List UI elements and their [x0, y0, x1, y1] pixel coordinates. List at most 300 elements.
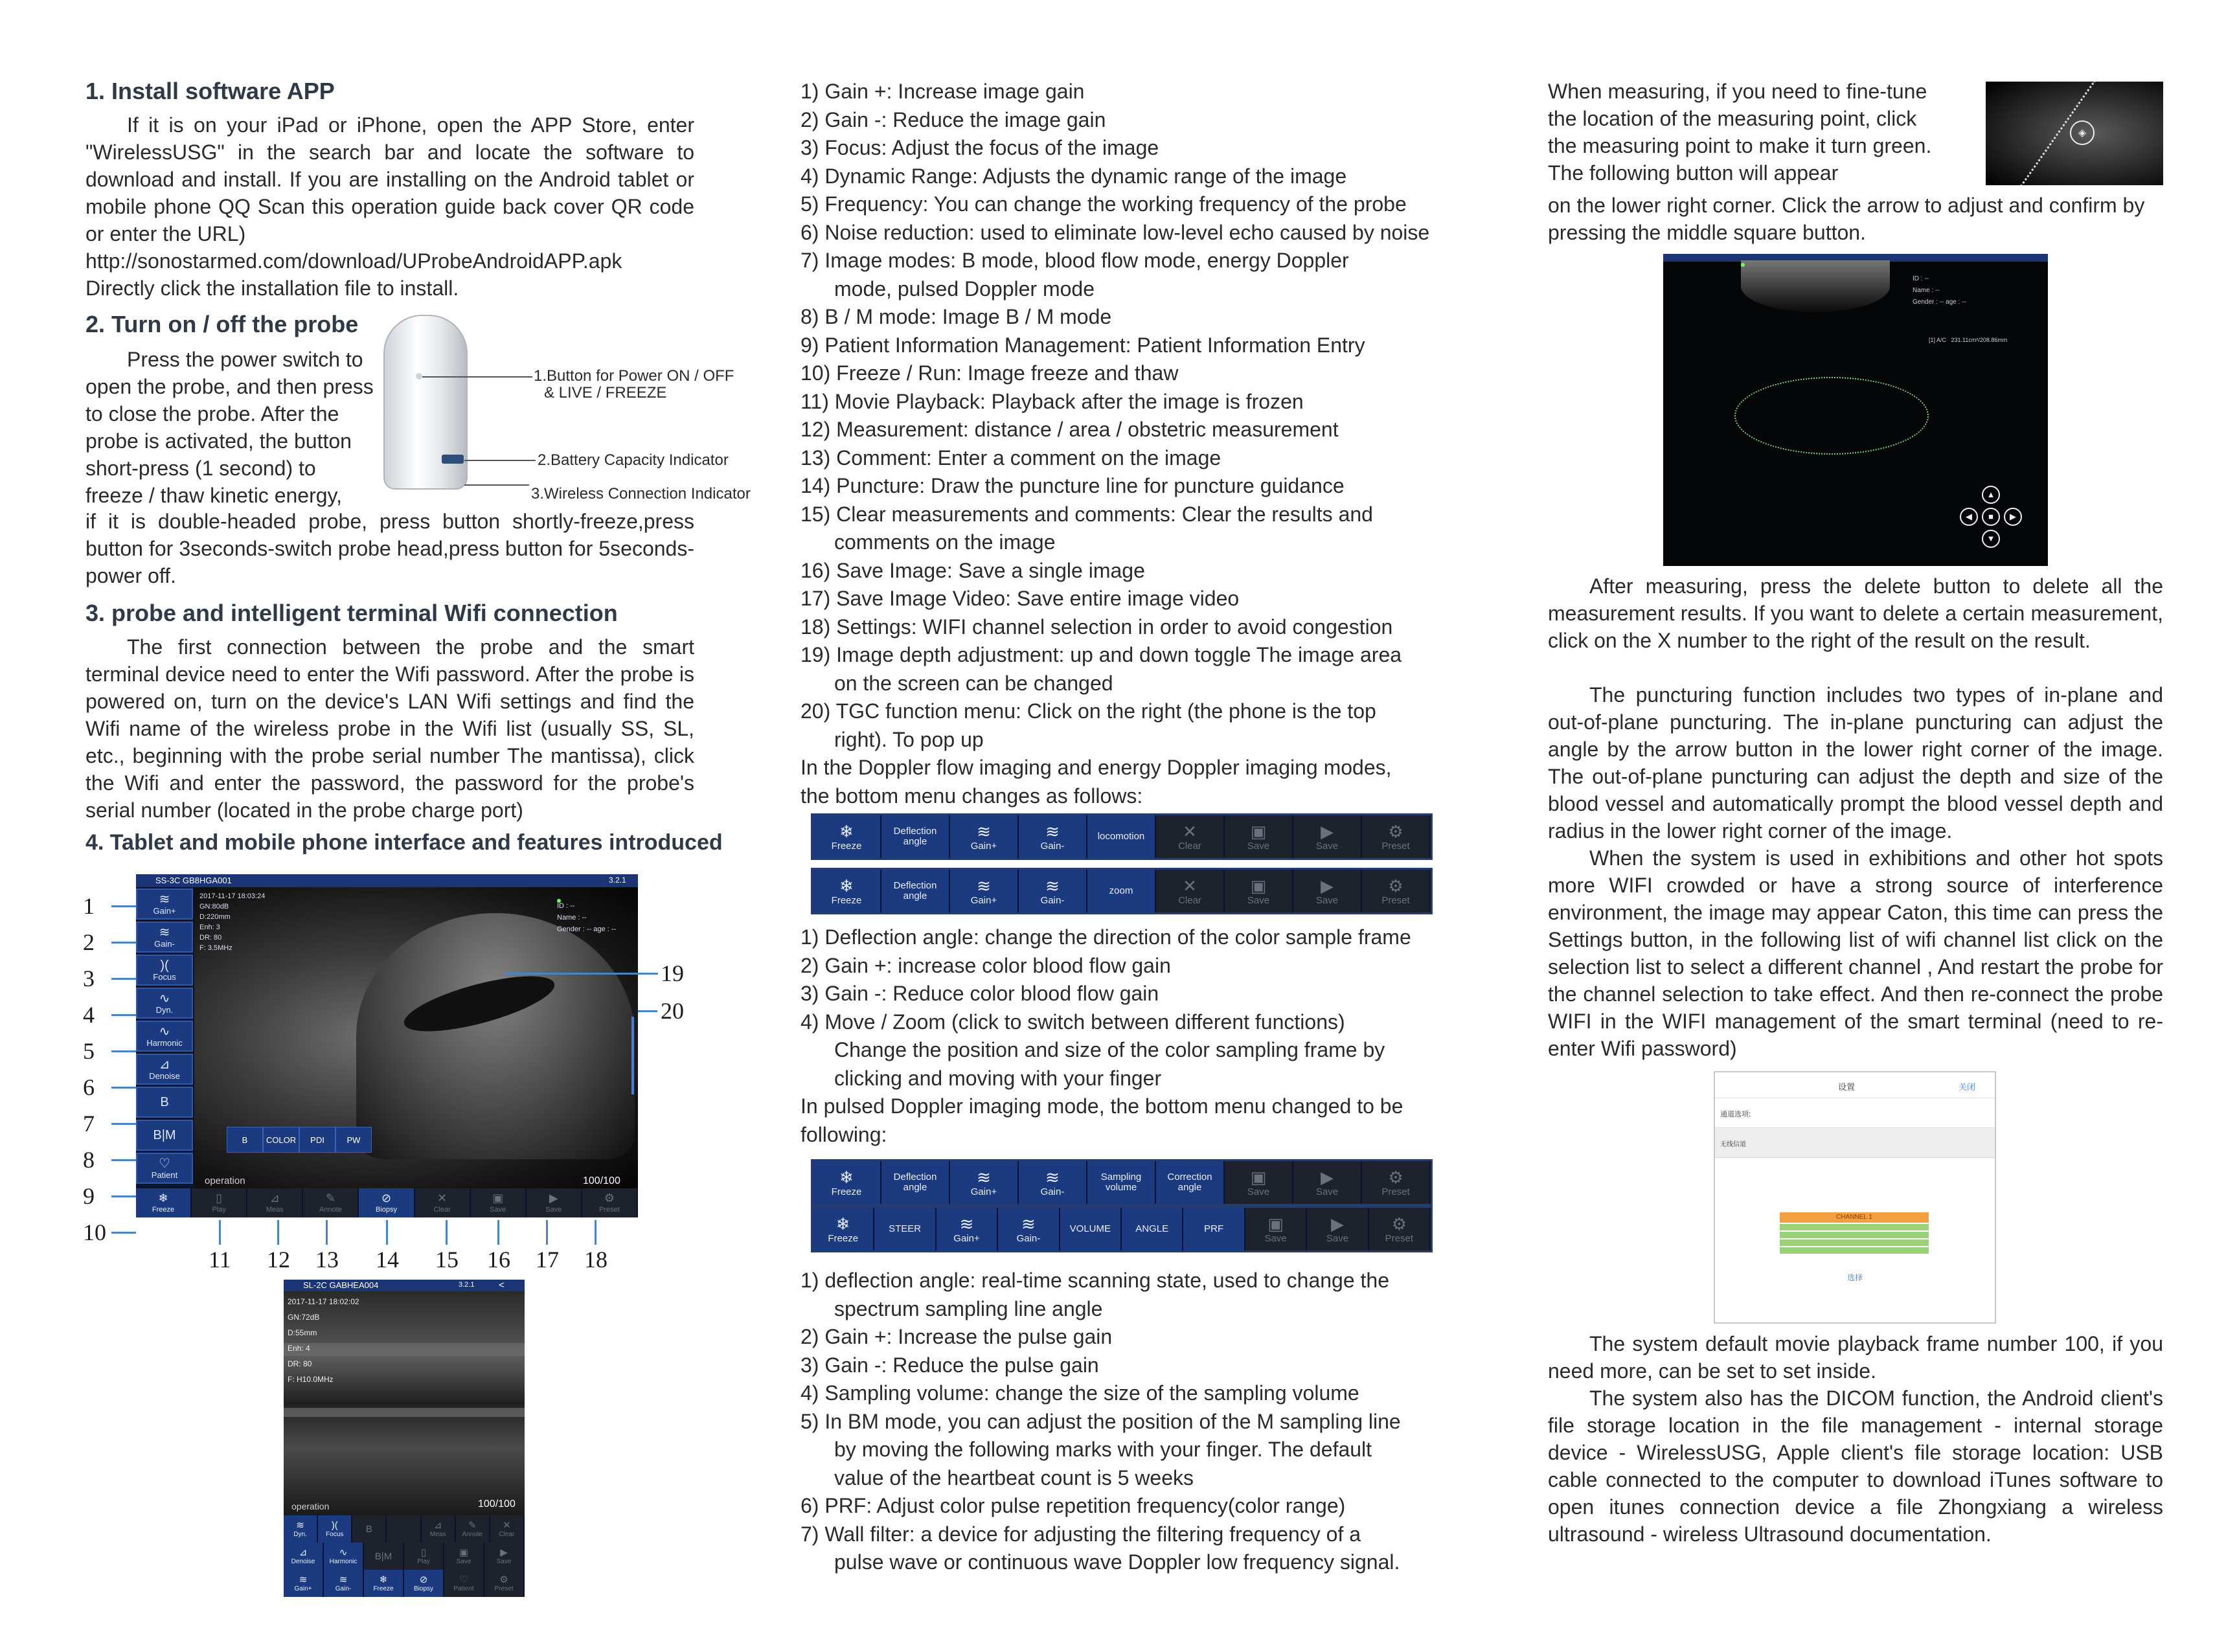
menu-icon: ≋ — [959, 1214, 974, 1234]
menu-button[interactable] — [1087, 870, 1156, 912]
menu-button[interactable] — [813, 1208, 874, 1250]
menu-button[interactable] — [1362, 815, 1431, 858]
menu-button[interactable] — [813, 815, 881, 858]
menu-icon: ⚙ — [1388, 822, 1403, 841]
callout-line-3 — [464, 484, 529, 486]
menu-button[interactable] — [881, 815, 950, 858]
menu-button[interactable] — [1225, 815, 1293, 858]
mode-color-button[interactable]: COLOR — [263, 1127, 299, 1153]
phone-icon: ≋ — [299, 1574, 308, 1585]
tablet-operation-label: operation — [205, 1175, 245, 1186]
callout-arrow — [111, 1232, 136, 1234]
phone-info-line: 2017-11-17 18:02:02 — [288, 1297, 359, 1306]
callout-arrow — [111, 942, 136, 944]
callout-number: 15 — [435, 1247, 459, 1273]
heading-turn-on: 2. Turn on / off the probe — [85, 311, 359, 337]
side-label: Gain+ — [153, 905, 176, 916]
phone-button[interactable] — [444, 1570, 484, 1597]
measurement-ellipse[interactable] — [1734, 377, 1929, 455]
list-item: 3) Gain -: Reduce the pulse gain — [801, 1353, 1099, 1377]
phone-icon: ⊿ — [299, 1547, 308, 1558]
callout-arrow — [219, 1220, 221, 1245]
bottom-label: Freeze — [152, 1205, 175, 1214]
phone-button[interactable] — [444, 1543, 484, 1570]
meas-patient-line: Gender : -- age : -- — [1913, 299, 1966, 306]
list-item: 7) Image modes: B mode, blood flow mode, energy Doppler — [801, 249, 1349, 272]
callout-arrow — [111, 1087, 136, 1089]
phone-button[interactable] — [284, 1515, 318, 1543]
select-button[interactable]: 选择 — [1847, 1273, 1863, 1282]
phone-toolbar-row — [284, 1570, 525, 1597]
phone-toolbar-row — [284, 1543, 525, 1570]
side-icon: )( — [160, 958, 169, 973]
tablet-patient-line: Name : -- — [557, 914, 587, 922]
arrow-right-icon[interactable]: ▶ — [2004, 508, 2022, 526]
side-icon: ⊿ — [159, 1057, 170, 1072]
side-icon: ≋ — [159, 892, 170, 907]
depth-scrollbar[interactable] — [631, 1017, 634, 1094]
menu-button[interactable] — [874, 1208, 936, 1250]
menu-icon: ✕ — [1183, 822, 1197, 841]
menu-icon: ▶ — [1321, 876, 1334, 896]
menu-label: zoom — [1109, 885, 1133, 896]
mode-selector — [227, 1127, 372, 1153]
channel-option[interactable] — [1780, 1239, 1929, 1246]
arrow-20 — [638, 1010, 657, 1012]
menu-label: Gain- — [1040, 895, 1065, 906]
channel-option[interactable] — [1780, 1224, 1929, 1230]
callout-number: 5 — [83, 1038, 95, 1064]
phone-button[interactable] — [324, 1543, 364, 1570]
menu-icon: ✕ — [1183, 876, 1197, 896]
phone-label: Preset — [494, 1585, 514, 1592]
list-item: 1) Deflection angle: change the direction of the color sample frame — [801, 925, 1411, 949]
menu-label: Gain- — [1040, 1186, 1065, 1197]
bottom-button[interactable] — [359, 1188, 415, 1217]
side-label: Patient — [151, 1170, 178, 1180]
menu-icon: ≋ — [977, 876, 991, 896]
callout-line-1 — [422, 376, 532, 378]
menu-button[interactable] — [1060, 1208, 1122, 1250]
callout-number: 13 — [315, 1247, 339, 1273]
phone-button[interactable] — [490, 1515, 525, 1543]
phone-label: Save — [496, 1558, 512, 1565]
phone-button[interactable] — [484, 1570, 525, 1597]
list-item: value of the heartbeat count is 5 weeks — [834, 1465, 1194, 1489]
bottom-button[interactable] — [471, 1188, 527, 1217]
phone-info-line: Enh: 4 — [288, 1344, 310, 1353]
list-item: 11) Movie Playback: Playback after the image is frozen — [801, 389, 1304, 413]
menu-button[interactable] — [1156, 1161, 1225, 1204]
side-button[interactable] — [136, 1120, 193, 1151]
tablet-interface — [136, 874, 638, 1217]
bottom-button[interactable] — [247, 1188, 303, 1217]
phone-version: 3.2.1 — [459, 1281, 475, 1289]
phone-status-bar — [284, 1280, 525, 1291]
list-item: 1) Gain +: Increase image gain — [801, 80, 1085, 103]
side-icon: B|M — [153, 1128, 176, 1142]
callout-arrow — [326, 1220, 328, 1245]
callout-number: 17 — [536, 1247, 559, 1273]
bottom-icon: ▣ — [492, 1191, 504, 1205]
measurement-result — [1929, 337, 2007, 343]
measurement-probe-arc — [1741, 260, 1890, 312]
phone-label: Meas — [429, 1531, 446, 1538]
list-item: 8) B / M mode: Image B / M mode — [801, 305, 1112, 328]
list-item: 14) Puncture: Draw the puncture line for puncture guidance — [801, 474, 1345, 497]
bottom-label: Clear — [433, 1205, 451, 1214]
meas-result-value: 231.11cm²/208.86mm — [1951, 337, 2008, 343]
confirm-square-icon[interactable]: ■ — [1982, 508, 2000, 526]
probe-label-battery: 2.Battery Capacity Indicator — [538, 451, 729, 469]
menu-icon: ⚙ — [1388, 876, 1403, 896]
menu-button[interactable] — [1019, 1161, 1087, 1204]
callout-number: 10 — [83, 1219, 106, 1245]
menu-button[interactable] — [1293, 1161, 1362, 1204]
channel-selected[interactable]: CHANNEL 1 — [1780, 1212, 1929, 1223]
list-item: 7) Wall filter: a device for adjusting the filtering frequency of a — [801, 1522, 1361, 1546]
side-icon: ≋ — [159, 925, 170, 940]
phone-button[interactable] — [324, 1570, 364, 1597]
list-item: 4) Sampling volume: change the size of the sampling volume — [801, 1381, 1359, 1405]
menu-button[interactable] — [950, 815, 1019, 858]
phone-button[interactable] — [352, 1515, 387, 1543]
pw-menu-bar-2 — [811, 1206, 1433, 1252]
tablet-info — [199, 891, 265, 953]
menu-label: Freeze — [831, 895, 862, 906]
phone-toolbar-row — [284, 1515, 525, 1543]
paragraph-delete: After measuring, press the delete button to delete all the measurement results. If you want to delete a certain measurement, click on the X number to the right of the result on the result. — [1548, 574, 2163, 652]
list-item: In the Doppler flow imaging and energy Doppler imaging modes, — [801, 756, 1392, 779]
download-url[interactable]: http://sonostarmed.com/download/UProbeAndroidAPP.apk — [85, 249, 622, 273]
menu-icon: ❄ — [839, 876, 854, 896]
menu-button[interactable] — [1156, 870, 1225, 912]
phone-label: Gain+ — [294, 1585, 312, 1592]
phone-icon: B|M — [374, 1550, 392, 1562]
callout-number: 3 — [83, 966, 95, 991]
arrow-down-icon[interactable]: ▼ — [1982, 530, 2000, 548]
menu-button[interactable] — [1019, 815, 1087, 858]
menu-label: Gain+ — [953, 1233, 980, 1244]
tablet-scan-sector — [356, 913, 635, 1159]
side-button[interactable] — [136, 1021, 193, 1052]
side-label: Harmonic — [146, 1037, 183, 1048]
list-item: spectrum sampling line angle — [834, 1296, 1103, 1320]
phone-button[interactable] — [387, 1515, 421, 1543]
list-item: 1) deflection angle: real-time scanning state, used to change the — [801, 1269, 1390, 1292]
bottom-label: Preset — [599, 1205, 620, 1214]
heading-interface: 4. Tablet and mobile phone interface and features introduced — [85, 830, 723, 855]
arrow-left-icon[interactable]: ◀ — [1960, 508, 1978, 526]
meas-patient-line: Name : -- — [1913, 287, 1940, 294]
tablet-frame-count: 100/100 — [583, 1175, 620, 1186]
menu-label: Freeze — [831, 841, 862, 852]
phone-label: Patient — [453, 1585, 474, 1592]
side-icon: ∿ — [159, 1024, 170, 1039]
menu-button[interactable] — [1362, 1161, 1431, 1204]
battery-indicator — [442, 455, 464, 464]
bottom-label: Annote — [319, 1205, 342, 1214]
menu-icon: ≋ — [1021, 1214, 1036, 1234]
menu-button[interactable] — [1122, 1208, 1183, 1250]
menu-button[interactable] — [1183, 1208, 1245, 1250]
callout-arrow — [111, 978, 136, 980]
menu-button[interactable] — [1225, 1161, 1293, 1204]
phone-icon: ▶ — [500, 1547, 508, 1558]
phone-ultrasound-image[interactable] — [284, 1291, 525, 1515]
menu-icon: ❄ — [839, 1168, 854, 1187]
phone-icon: ❄ — [379, 1574, 388, 1585]
bottom-button[interactable] — [136, 1188, 192, 1217]
list-item: 20) TGC function menu: Click on the right (the phone is the top — [801, 699, 1376, 723]
phone-button[interactable] — [284, 1543, 324, 1570]
callout-arrow — [277, 1220, 279, 1245]
side-icon: B — [160, 1095, 169, 1109]
mode-pdi-button[interactable]: PDI — [299, 1127, 335, 1153]
side-icon: ∿ — [159, 991, 170, 1006]
menu-button[interactable] — [1087, 1161, 1156, 1204]
phone-button[interactable] — [404, 1570, 444, 1597]
callout-number-19: 19 — [661, 960, 684, 986]
phone-info — [288, 1294, 359, 1387]
menu-button[interactable] — [1293, 870, 1362, 912]
phone-button[interactable] — [404, 1543, 444, 1570]
callout-number: 18 — [584, 1247, 608, 1273]
list-item: 9) Patient Information Management: Patient Information Entry — [801, 333, 1365, 357]
menu-icon: ▣ — [1250, 822, 1267, 841]
phone-icon: ≋ — [339, 1574, 348, 1585]
menu-button[interactable] — [1225, 870, 1293, 912]
phone-label: Play — [417, 1558, 430, 1565]
menu-label: STEER — [889, 1223, 922, 1234]
menu-button[interactable] — [813, 870, 881, 912]
menu-button[interactable] — [950, 870, 1019, 912]
phone-button[interactable] — [284, 1570, 324, 1597]
callout-arrow — [446, 1220, 448, 1245]
bottom-icon: ⊿ — [269, 1191, 280, 1205]
phone-label: Clear — [499, 1531, 515, 1538]
side-button[interactable] — [136, 922, 193, 953]
color-menu-list — [801, 923, 1448, 1149]
phone-label: Biopsy — [413, 1585, 433, 1592]
bottom-icon: ⚙ — [604, 1191, 615, 1205]
phone-label: Denoise — [291, 1558, 315, 1565]
menu-button[interactable] — [1245, 1208, 1307, 1250]
settings-close-button[interactable]: 关闭 — [1959, 1082, 1976, 1092]
bottom-button[interactable] — [527, 1188, 582, 1217]
bottom-button[interactable] — [582, 1188, 638, 1217]
menu-button[interactable] — [881, 1161, 950, 1204]
phone-icon: ▯ — [420, 1547, 427, 1558]
callout-arrow — [386, 1220, 388, 1245]
side-label: Focus — [153, 971, 176, 982]
side-button[interactable] — [136, 1087, 193, 1118]
menu-label: Save — [1247, 841, 1270, 852]
menu-label: Gain+ — [970, 895, 997, 906]
menu-label: Deflection angle — [893, 880, 937, 901]
tablet-info-line: D:220mm — [199, 913, 231, 921]
callout-number: 9 — [83, 1183, 95, 1209]
phone-button[interactable] — [422, 1515, 456, 1543]
bottom-button[interactable] — [303, 1188, 359, 1217]
settings-row-label: 通道选项: — [1720, 1111, 1751, 1118]
tablet-ultrasound-image[interactable] — [194, 887, 638, 1188]
paragraph-install-direct: Directly click the installation file to install. — [85, 277, 459, 300]
bottom-label: Save — [490, 1205, 506, 1214]
side-button[interactable] — [136, 955, 193, 986]
probe-label-power: 1.Button for Power ON / OFF — [534, 367, 734, 385]
list-item: 4) Dynamic Range: Adjusts the dynamic range of the image — [801, 164, 1347, 188]
probe-label-live: & LIVE / FREEZE — [544, 384, 667, 402]
list-item: the bottom menu changes as follows: — [801, 784, 1143, 808]
measure-point-icon[interactable]: ◈ — [2070, 120, 2095, 145]
settings-screenshot — [1714, 1071, 1996, 1324]
callout-number: 2 — [83, 929, 95, 955]
side-button[interactable] — [136, 1153, 193, 1184]
menu-button[interactable] — [1019, 870, 1087, 912]
phone-info-line: GN:72dB — [288, 1313, 320, 1322]
settings-header — [1715, 1072, 1995, 1098]
list-item: 3) Focus: Adjust the focus of the image — [801, 136, 1159, 159]
pw-menu-list — [801, 1267, 1448, 1577]
side-button[interactable] — [136, 1054, 193, 1085]
menu-button[interactable] — [1307, 1208, 1369, 1250]
list-item: 13) Comment: Enter a comment on the image — [801, 446, 1221, 470]
menu-icon: ≋ — [977, 822, 991, 841]
menu-button[interactable] — [1293, 815, 1362, 858]
adjust-dpad — [1960, 486, 2025, 550]
menu-button[interactable] — [1156, 815, 1225, 858]
settings-row-options — [1715, 1098, 1995, 1128]
menu-icon: ▣ — [1267, 1214, 1284, 1234]
menu-button[interactable] — [881, 870, 950, 912]
menu-label: Gain- — [1040, 841, 1065, 852]
menu-button[interactable] — [1369, 1208, 1431, 1250]
list-item: 18) Settings: WIFI channel selection in order to avoid congestion — [801, 615, 1393, 639]
pw-menu-bar-1 — [811, 1159, 1433, 1206]
list-item: Change the position and size of the color sampling frame by — [834, 1038, 1385, 1061]
menu-label: Save — [1247, 895, 1270, 906]
feature-list — [801, 78, 1448, 810]
phone-icon: )( — [331, 1520, 338, 1531]
menu-button[interactable] — [998, 1208, 1060, 1250]
tablet-left-toolbar — [136, 888, 194, 1186]
list-item: 5) Frequency: You can change the working frequency of the probe — [801, 192, 1407, 216]
paragraph-dicom: The system also has the DICOM function, the Android client's file storage location in the file management - internal storage device - WirelessUSG, Apple client's file storage location: USB cable connected to the computer to download iTunes software to open itunes connection device a file Zhongxiang a wireless ultrasound - wireless Ultrasound documentation. — [1548, 1386, 2163, 1546]
menu-button[interactable] — [937, 1208, 998, 1250]
phone-icon: ✕ — [503, 1520, 511, 1531]
bottom-button[interactable] — [415, 1188, 471, 1217]
mode-b-button[interactable]: B — [227, 1127, 263, 1153]
settings-row-channel[interactable] — [1715, 1128, 1995, 1158]
menu-label: Sampling volume — [1100, 1171, 1142, 1193]
menu-label: Correction angle — [1167, 1171, 1212, 1193]
paragraph-measure-b: on the lower right corner. Click the arrow to adjust and confirm by pressing the middle square button. — [1548, 194, 2145, 244]
list-item: 6) Noise reduction: used to eliminate low-level echo caused by noise — [801, 220, 1430, 244]
side-button[interactable] — [136, 988, 193, 1019]
menu-button[interactable] — [1087, 815, 1156, 858]
phone-back-button[interactable]: < — [499, 1280, 505, 1291]
menu-label: Gain- — [1016, 1233, 1041, 1244]
bottom-label: Save — [545, 1205, 562, 1214]
channel-option[interactable] — [1780, 1247, 1929, 1254]
callout-number: 12 — [267, 1247, 290, 1273]
menu-label: Preset — [1381, 841, 1410, 852]
list-item: following: — [801, 1122, 887, 1146]
menu-icon: ▶ — [1321, 822, 1334, 841]
menu-icon: ❄ — [839, 822, 854, 841]
phone-button[interactable] — [456, 1515, 490, 1543]
bottom-button[interactable] — [192, 1188, 247, 1217]
side-label: Gain- — [154, 938, 175, 949]
menu-icon: ❄ — [835, 1214, 850, 1234]
channel-option[interactable] — [1780, 1232, 1929, 1238]
menu-label: Save — [1247, 1186, 1270, 1197]
heading-install: 1. Install software APP — [85, 78, 335, 104]
menu-button[interactable] — [813, 1161, 881, 1204]
menu-label: Freeze — [828, 1233, 859, 1244]
tablet-patient-info — [557, 900, 616, 935]
menu-label: Save — [1315, 895, 1339, 906]
phone-tissue-band — [284, 1408, 525, 1417]
bottom-icon: ▯ — [216, 1191, 223, 1205]
list-item: 10) Freeze / Run: Image freeze and thaw — [801, 361, 1179, 385]
phone-icon: ♡ — [459, 1574, 468, 1585]
arrow-up-icon[interactable]: ▲ — [1982, 486, 2000, 504]
color-menu-bar-zoom — [811, 868, 1433, 914]
tablet-info-line: 2017-11-17 18:03:24 — [199, 892, 266, 900]
phone-label: Save — [456, 1558, 471, 1565]
menu-icon: ≋ — [1045, 822, 1060, 841]
phone-icon: ∿ — [339, 1547, 348, 1558]
callout-arrow — [497, 1220, 499, 1245]
menu-icon: ▣ — [1250, 1168, 1267, 1187]
meas-result-label: [1] A/C — [1929, 337, 1947, 343]
list-item: clicking and moving with your finger — [834, 1066, 1162, 1090]
phone-button[interactable] — [318, 1515, 352, 1543]
paragraph-turn-on-a: Press the power switch to open the probe, and then press to close the probe. After the probe is activated, the button short-press (1 second) to freeze / thaw kinetic energy, — [85, 348, 374, 507]
paragraph-measure-a: When measuring, if you need to fine-tune the location of the measuring point, click the measuring point to make it turn green. The following button will appear — [1548, 80, 1932, 185]
callout-number-20: 20 — [661, 998, 684, 1024]
callout-number: 6 — [83, 1074, 95, 1100]
tablet-patient-line: Gender : -- age : -- — [557, 925, 617, 933]
probe-label-wireless: 3.Wireless Connection Indicator — [531, 485, 751, 503]
menu-label: locomotion — [1097, 831, 1145, 842]
phone-button[interactable] — [364, 1543, 404, 1570]
tablet-bottom-toolbar — [136, 1188, 638, 1217]
side-icon: ♡ — [159, 1156, 170, 1171]
measure-point-thumbnail — [1986, 82, 2163, 185]
tablet-status-bar — [136, 874, 638, 887]
tablet-info-line: Enh: 3 — [199, 923, 220, 931]
menu-label: Deflection angle — [893, 1171, 937, 1193]
menu-label: Freeze — [831, 1186, 862, 1197]
callout-number: 16 — [487, 1247, 510, 1273]
measurement-screenshot — [1663, 254, 2048, 566]
phone-button[interactable] — [364, 1570, 404, 1597]
color-menu-bar-locomotion — [811, 813, 1433, 860]
list-item: by moving the following marks with your finger. The default — [834, 1438, 1372, 1461]
phone-label: Freeze — [373, 1585, 394, 1592]
mode-pw-button[interactable]: PW — [335, 1127, 372, 1153]
menu-icon: ⚙ — [1391, 1214, 1407, 1234]
measurement-patient-info — [1913, 273, 1966, 308]
menu-button[interactable] — [950, 1161, 1019, 1204]
phone-button[interactable] — [484, 1543, 525, 1570]
side-button[interactable] — [136, 888, 193, 920]
menu-button[interactable] — [1362, 870, 1431, 912]
list-item: right). To pop up — [834, 727, 984, 751]
